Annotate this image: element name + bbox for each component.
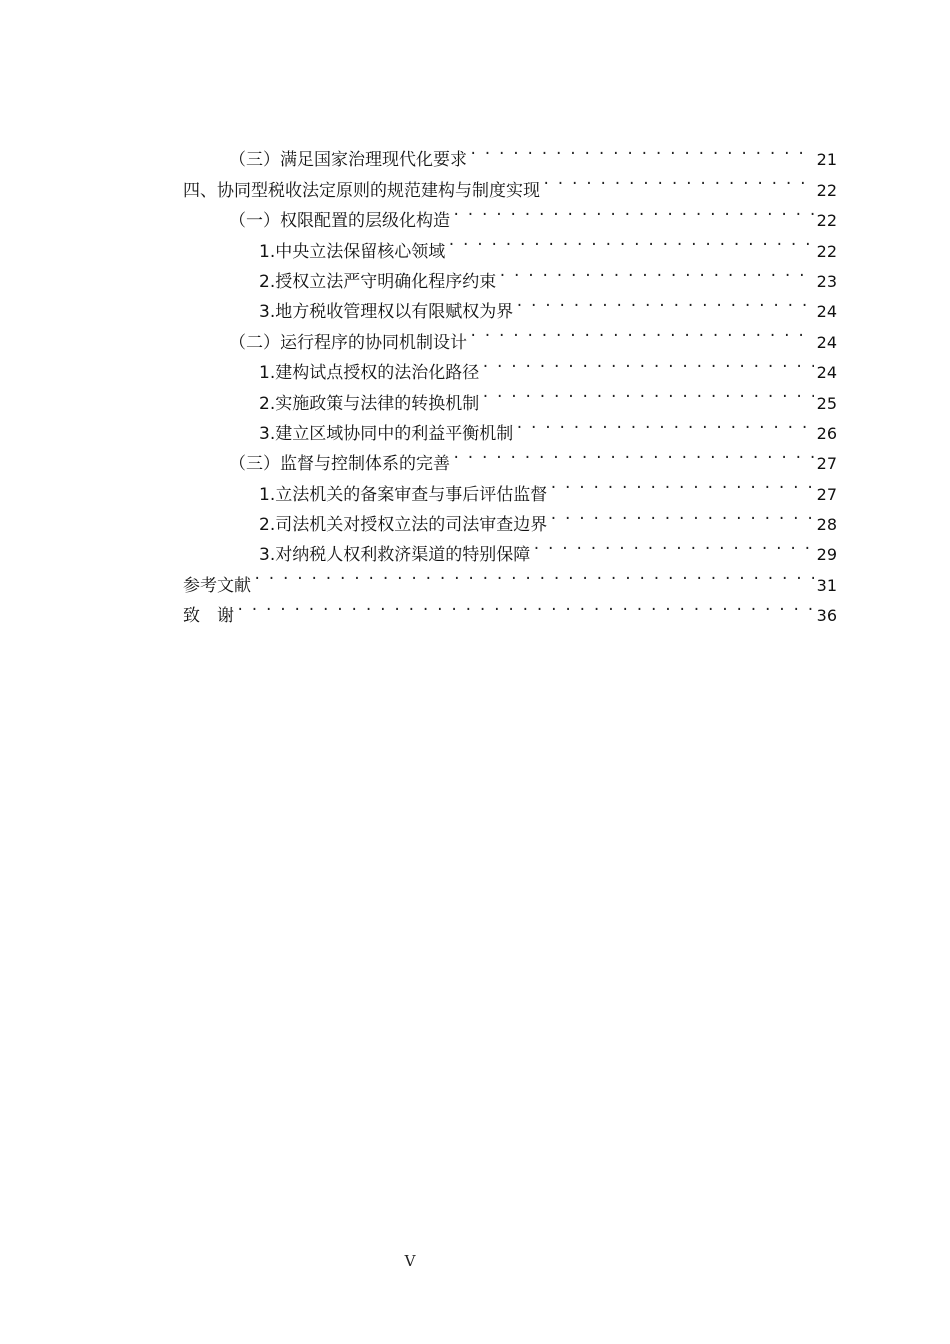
toc-leader-dots (549, 500, 813, 530)
toc-entry-page: 27 (816, 484, 837, 504)
toc-entry-title: 3.建立区域协同中的利益平衡机制 (259, 423, 514, 444)
toc-entry-page: 28 (816, 515, 837, 535)
toc-entry-page: 24 (816, 332, 837, 352)
toc-leader-dots (498, 257, 813, 287)
toc-entry-page: 27 (816, 454, 837, 474)
toc-entry-page: 24 (816, 363, 837, 383)
toc-entry-title: 2.司法机关对授权立法的司法审查边界 (259, 515, 548, 536)
toc-entry-title: （三）满足国家治理现代化要求 (229, 150, 467, 171)
toc-leader-dots (469, 317, 814, 347)
toc-entry-title: 四、协同型税收法定原则的规范建构与制度实现 (183, 180, 540, 201)
toc-entry-page: 23 (816, 271, 837, 291)
toc-leader-dots (549, 469, 813, 499)
toc-entry-title: 参考文献 (183, 575, 251, 596)
toc-entry-page: 24 (816, 302, 837, 322)
toc-entry-title: 1.建构试点授权的法治化路径 (259, 363, 480, 384)
toc-leader-dots (515, 287, 813, 317)
toc-entry-page: 22 (816, 180, 837, 200)
toc-entry-page: 36 (816, 606, 837, 626)
toc-entry-title: 2.实施政策与法律的转换机制 (259, 393, 480, 414)
toc-entry-title: 3.对纳税人权利救济渠道的特别保障 (259, 545, 531, 566)
toc-leader-dots (469, 135, 814, 165)
toc-entry-page: 22 (816, 211, 837, 231)
toc-leader-dots (447, 226, 813, 256)
toc-entry-title: （三）监督与控制体系的完善 (229, 454, 450, 475)
toc-entry-page: 31 (816, 575, 837, 595)
toc-entry-title: （一）权限配置的层级化构造 (229, 211, 450, 232)
page-number: V (404, 1252, 416, 1270)
table-of-contents (183, 135, 837, 627)
toc-leader-dots (236, 591, 814, 621)
toc-entry-title: 1.立法机关的备案审查与事后评估监督 (259, 484, 548, 505)
toc-entry[interactable] (183, 591, 837, 627)
toc-leader-dots (253, 560, 814, 590)
toc-leader-dots (515, 409, 813, 439)
toc-entry-page: 29 (816, 545, 837, 565)
toc-entry-title: 致 谢 (183, 606, 234, 627)
toc-leader-dots (542, 165, 814, 195)
toc-entry-page: 25 (816, 393, 837, 413)
toc-entry-page: 26 (816, 423, 837, 443)
toc-entry-title: 3.地方税收管理权以有限赋权为界 (259, 302, 514, 323)
toc-entry-title: 2.授权立法严守明确化程序约束 (259, 271, 497, 292)
toc-leader-dots (532, 530, 813, 560)
toc-entry-page: 21 (816, 150, 837, 170)
toc-entry-page: 22 (816, 241, 837, 261)
toc-entry-title: （二）运行程序的协同机制设计 (229, 332, 467, 353)
toc-leader-dots (481, 348, 813, 378)
toc-entry[interactable] (183, 560, 837, 596)
toc-leader-dots (452, 196, 814, 226)
toc-leader-dots (481, 378, 813, 408)
toc-entry[interactable] (183, 135, 837, 171)
toc-leader-dots (452, 439, 814, 469)
toc-entry-title: 1.中央立法保留核心领域 (259, 241, 446, 262)
